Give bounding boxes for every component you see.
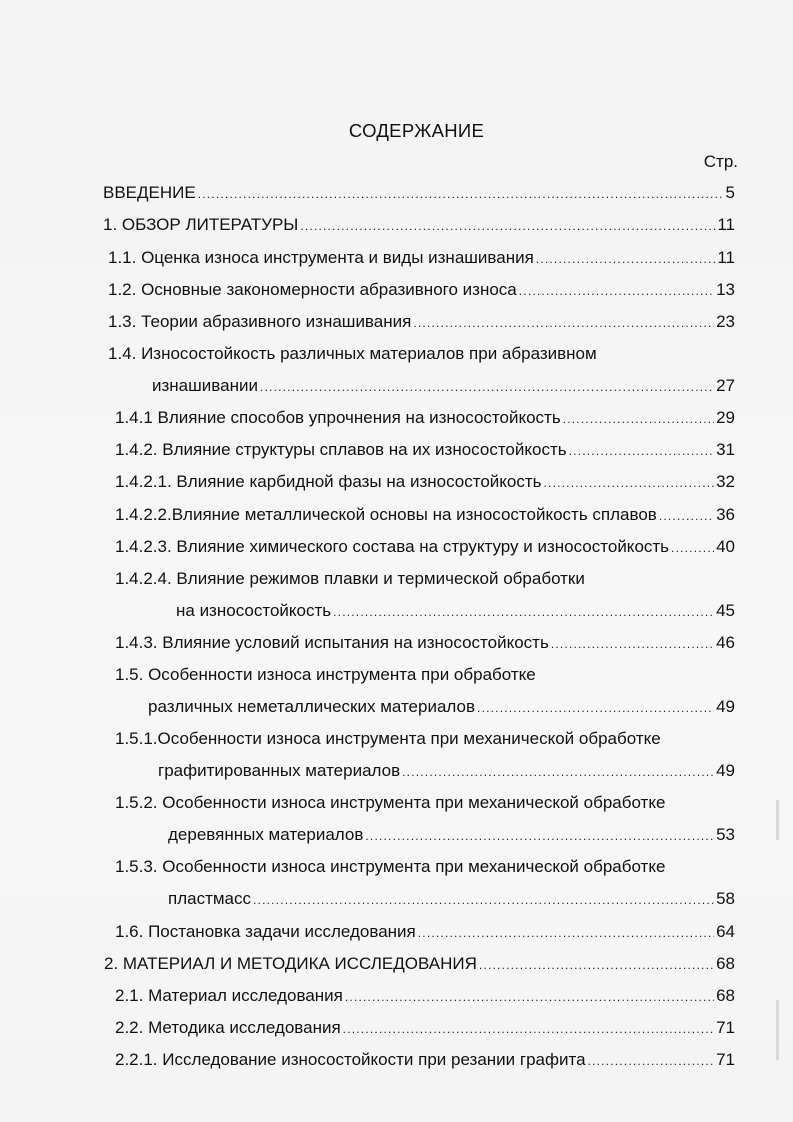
- toc-entry-page: 58: [716, 889, 735, 908]
- toc-entry-page: 71: [716, 1018, 735, 1037]
- toc-entry-title: 1.4.3. Влияние условий испытания на износостойкость: [115, 633, 549, 652]
- toc-leader-dots: [479, 958, 714, 972]
- toc-entry: [168, 825, 735, 849]
- toc-entry-page: 36: [716, 505, 735, 524]
- toc-entry-title: 2.2.1. Исследование износостойкости при резании графита: [115, 1050, 586, 1069]
- toc-entry: [148, 697, 735, 721]
- toc-entry-title: 1.5. Особенности износа инструмента при обработке: [115, 665, 536, 684]
- toc-entry-title: 1.6. Постановка задачи исследования: [115, 922, 416, 941]
- toc-entry: [115, 505, 735, 529]
- toc-leader-dots: [418, 926, 714, 940]
- toc-leader-dots: [519, 284, 714, 298]
- toc-leader-dots: [551, 637, 714, 651]
- toc-entry-continuation: пластмасс: [168, 889, 252, 908]
- toc-entry: [108, 312, 735, 336]
- toc-entry-page: 23: [716, 312, 735, 331]
- toc-entry: [115, 472, 735, 496]
- toc-entry: [115, 633, 735, 657]
- toc-entry-page: 68: [716, 986, 735, 1005]
- toc-leader-dots: [477, 701, 714, 715]
- toc-entry-page: 46: [716, 633, 735, 652]
- toc-leader-dots: [659, 509, 714, 523]
- toc-entry-title: 1.4.1 Влияние способов упрочнения на износостойкость: [115, 408, 561, 427]
- toc-entry-page: 49: [716, 697, 735, 716]
- toc-entry-page: 29: [716, 408, 735, 427]
- toc-leader-dots: [260, 380, 714, 394]
- toc-entry: [103, 215, 735, 239]
- toc-entry-title: 1.4.2.1. Влияние карбидной фазы на износостойкость: [115, 472, 542, 491]
- toc-entry-title: 1.1. Оценка износа инструмента и виды изнашивания: [108, 248, 534, 267]
- toc-entry: [115, 986, 735, 1010]
- toc-entry: [108, 248, 735, 272]
- toc-entry-continuation: различных неметаллических материалов: [148, 697, 476, 716]
- toc-entry: [115, 922, 735, 946]
- toc-entry-page: 64: [716, 922, 735, 941]
- toc-leader-dots: [333, 605, 714, 619]
- toc-entry: [115, 1018, 735, 1042]
- toc-entry-title: 1.4.2.3. Влияние химического состава на структуру и износостойкость: [115, 537, 670, 556]
- toc-leader-dots: [544, 476, 715, 490]
- toc-entry-page: 53: [716, 825, 735, 844]
- toc-entry-page: 11: [717, 248, 735, 267]
- toc-entry-title: 2. МАТЕРИАЛ И МЕТОДИКА ИССЛЕДОВАНИЯ: [104, 954, 477, 973]
- toc-entry-page: 5: [725, 183, 735, 202]
- toc-leader-dots: [671, 541, 714, 555]
- toc-entry-page: 71: [716, 1050, 735, 1069]
- toc-leader-dots: [343, 1022, 714, 1036]
- toc-leader-dots: [345, 990, 714, 1004]
- toc-entry-title: 1. ОБЗОР ЛИТЕРАТУРЫ: [103, 215, 299, 234]
- toc-entry-continuation: изнашивании: [152, 376, 258, 395]
- toc-entry-title: 1.2. Основные закономерности абразивного износа: [108, 280, 517, 299]
- toc-entry: [152, 376, 735, 400]
- toc-leader-dots: [253, 893, 714, 907]
- toc-entry: [104, 954, 735, 978]
- toc-entry-page: 11: [717, 215, 735, 234]
- scan-artifact: [776, 1000, 779, 1060]
- toc-leader-dots: [536, 252, 716, 266]
- toc-entry-title: 1.5.2. Особенности износа инструмента при механической обработке: [115, 793, 666, 812]
- toc-entry-page: 68: [716, 954, 735, 973]
- toc-entry: [168, 889, 735, 913]
- toc-entry-continuation: графитированных материалов: [158, 761, 401, 780]
- toc-entry-title: 1.5.1.Особенности износа инструмента при механической обработке: [115, 729, 661, 748]
- toc-leader-dots: [365, 829, 714, 843]
- toc-entry-title: 1.4.2.4. Влияние режимов плавки и термической обработки: [115, 569, 585, 588]
- toc-entry: [115, 1050, 735, 1074]
- toc-entry-continuation: на износостойкость: [176, 601, 332, 620]
- toc-entry: [108, 280, 735, 304]
- toc-entry-continuation: деревянных материалов: [168, 825, 364, 844]
- toc-leader-dots: [563, 412, 714, 426]
- toc-entry-page: 49: [716, 761, 735, 780]
- toc-leader-dots: [413, 316, 714, 330]
- toc-entry-page: 27: [716, 376, 735, 395]
- toc-entry-page: 32: [716, 472, 735, 491]
- toc-entry: [115, 440, 735, 464]
- toc-entry: [115, 537, 735, 561]
- toc-entry-page: 45: [716, 601, 735, 620]
- toc-entry: [176, 601, 735, 625]
- toc-entry-title: 2.2. Методика исследования: [115, 1018, 341, 1037]
- toc-entry: [103, 183, 735, 207]
- scan-artifact: [776, 800, 779, 840]
- toc-entry-title: 1.3. Теории абразивного изнашивания: [108, 312, 412, 331]
- toc-leader-dots: [569, 444, 714, 458]
- toc-entry-title: ВВЕДЕНИЕ: [103, 183, 196, 202]
- toc-leader-dots: [402, 765, 714, 779]
- toc-entry-page: 13: [716, 280, 735, 299]
- page-column-label: Стр.: [703, 152, 738, 171]
- toc-entry-page: 31: [716, 440, 735, 459]
- toc-leader-dots: [588, 1054, 715, 1068]
- toc-leader-dots: [198, 187, 724, 201]
- page-title: СОДЕРЖАНИЕ: [348, 120, 485, 141]
- toc-entry: [158, 761, 735, 785]
- toc-leader-dots: [300, 219, 715, 233]
- toc-entry-title: 1.5.3. Особенности износа инструмента при механической обработке: [115, 857, 666, 876]
- toc-entry: [115, 408, 735, 432]
- toc-entry-page: 40: [716, 537, 735, 556]
- toc-entry-title: 1.4.2.2.Влияние металлической основы на износостойкость сплавов: [115, 505, 657, 524]
- toc-entry-title: 1.4. Износостойкость различных материалов при абразивном: [108, 344, 597, 363]
- toc-entry-title: 1.4.2. Влияние структуры сплавов на их износостойкость: [115, 440, 567, 459]
- toc-entry-title: 2.1. Материал исследования: [115, 986, 343, 1005]
